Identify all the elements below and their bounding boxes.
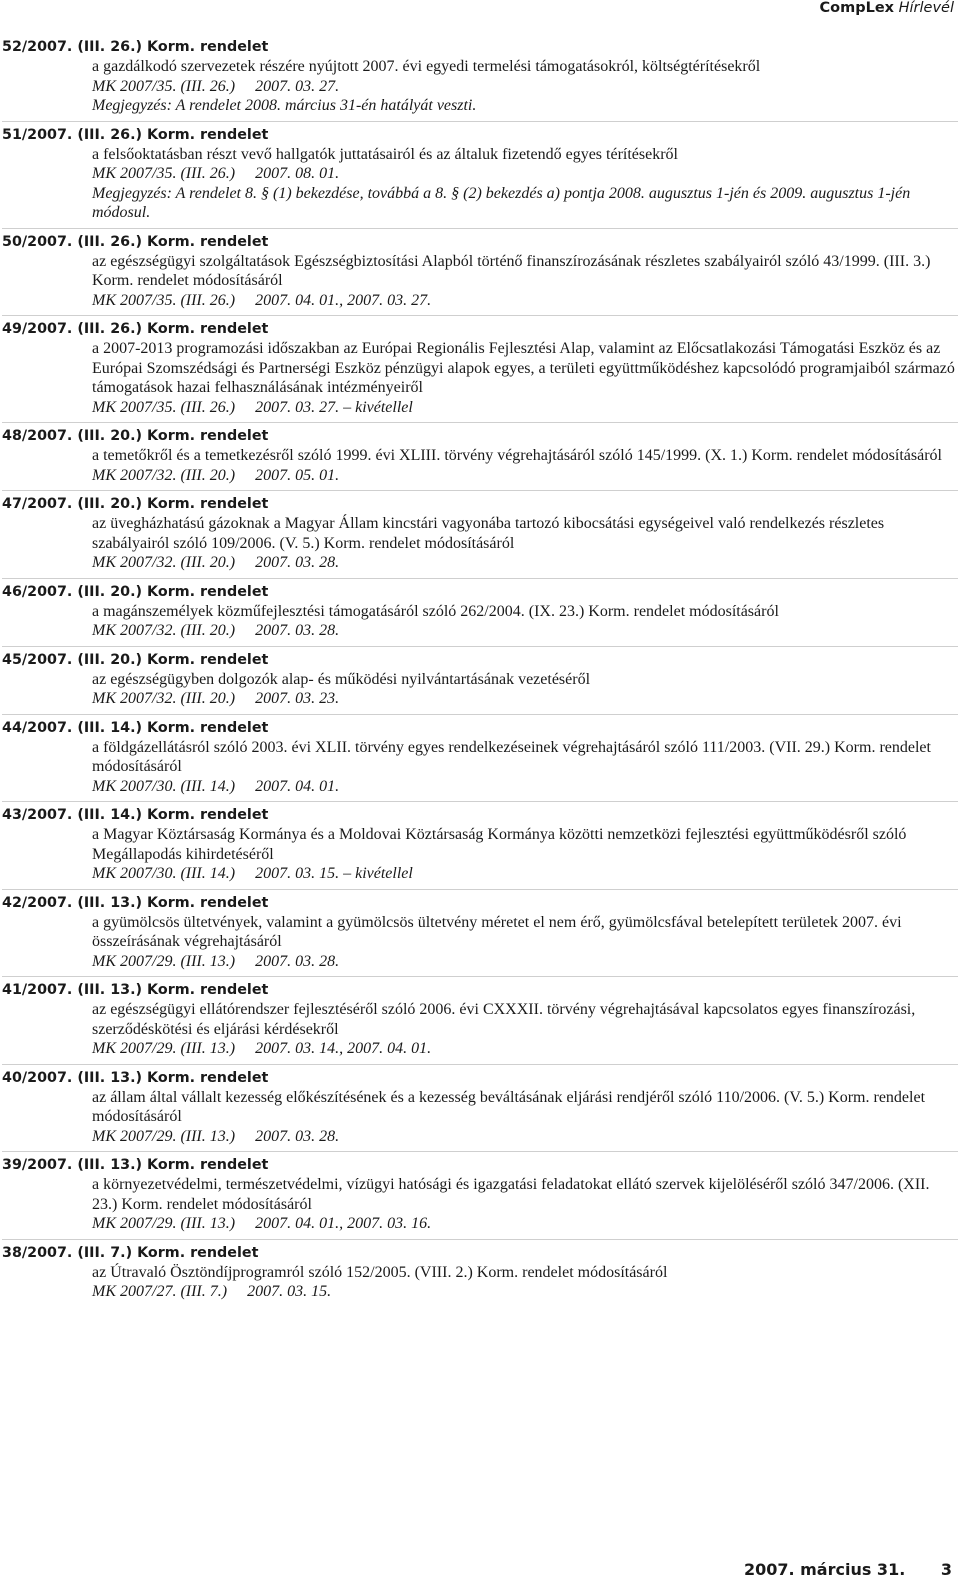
entry-divider	[2, 1151, 958, 1152]
decree-description: az Útravaló Ösztöndíjprogramról szóló 152/2005. (VIII. 2.) Korm. rendelet módosításáról	[92, 1263, 668, 1281]
decree-list	[0, 38, 958, 1306]
decree-description: az egészségügyi szolgáltatások Egészségbiztosítási Alapból történő finanszírozásának részletes szabályairól szóló 43/1999. (III. 3.) Korm. rendelet módosításáról	[92, 252, 931, 289]
gazette-reference: MK 2007/32. (III. 20.) 2007. 03. 23.	[92, 690, 340, 707]
gazette-reference: MK 2007/35. (III. 26.) 2007. 04. 01., 2007. 03. 27.	[92, 291, 432, 309]
decree-entry	[0, 1244, 958, 1302]
gazette-reference: MK 2007/30. (III. 14.) 2007. 03. 15. – kivétellel	[92, 865, 413, 882]
page-footer	[744, 1560, 952, 1579]
decree-body	[0, 602, 958, 641]
decree-body	[0, 1088, 958, 1147]
entry-divider	[2, 490, 958, 491]
decree-body	[0, 738, 958, 797]
decree-entry	[0, 981, 958, 1065]
gazette-reference: MK 2007/29. (III. 13.) 2007. 03. 28.	[92, 1127, 340, 1145]
decree-title: 42/2007. (III. 13.) Korm. rendelet	[2, 894, 269, 911]
decree-description: a 2007-2013 programozási időszakban az Európai Regionális Fejlesztési Alap, valamint az Előcsatlakozási Támogatási Eszköz és az Európai Szomszédsági és Partnerségi Eszköz pénzügyi alapok egyes, a területi együttműködéshez kapcsolódó programjaiból származó támogatások hazai felhasználásának intézményeiről	[92, 340, 955, 396]
gazette-reference: MK 2007/35. (III. 26.) 2007. 03. 27. – kivétellel	[92, 398, 413, 416]
newsletter-label: Hírlevél	[898, 0, 954, 16]
decree-body	[0, 57, 958, 116]
decree-entry	[0, 583, 958, 647]
decree-entry	[0, 894, 958, 978]
decree-title: 48/2007. (III. 20.) Korm. rendelet	[2, 428, 269, 444]
decree-body	[0, 1000, 958, 1059]
decree-note: Megjegyzés: A rendelet 2008. március 31-én hatályát veszti.	[92, 97, 477, 114]
decree-title: 51/2007. (III. 26.) Korm. rendelet	[2, 126, 269, 143]
entry-divider	[2, 976, 958, 977]
page-header	[819, 0, 954, 16]
decree-note: Megjegyzés: A rendelet 8. § (1) bekezdése, továbbá a 8. § (2) bekezdés a) pontja 2008. augusztus 1-jén és 2009. augusztus 1-jén módosul.	[92, 184, 911, 221]
decree-description: az egészségügyben dolgozók alap- és működési nyilvántartásának vezetéséről	[92, 670, 591, 688]
decree-title: 50/2007. (III. 26.) Korm. rendelet	[2, 233, 269, 250]
decree-title: 41/2007. (III. 13.) Korm. rendelet	[2, 982, 269, 998]
entry-divider	[2, 422, 958, 423]
decree-body	[0, 670, 958, 709]
decree-title: 39/2007. (III. 13.) Korm. rendelet	[2, 1157, 269, 1173]
decree-title: 45/2007. (III. 20.) Korm. rendelet	[2, 651, 269, 668]
decree-title: 40/2007. (III. 13.) Korm. rendelet	[2, 1069, 269, 1086]
gazette-reference: MK 2007/32. (III. 20.) 2007. 05. 01.	[92, 466, 340, 484]
decree-title: 43/2007. (III. 14.) Korm. rendelet	[2, 807, 269, 823]
entry-divider	[2, 714, 958, 715]
decree-entry	[0, 1156, 958, 1240]
decree-entry	[0, 233, 958, 317]
decree-title: 47/2007. (III. 20.) Korm. rendelet	[2, 496, 269, 512]
decree-title: 49/2007. (III. 26.) Korm. rendelet	[2, 321, 269, 337]
decree-description: a gazdálkodó szervezetek részére nyújtott 2007. évi egyedi termelési támogatásokról, költségtérítésekről	[92, 58, 761, 75]
page-number: 3	[940, 1560, 952, 1579]
entry-divider	[2, 1064, 958, 1065]
decree-description: az üvegházhatású gázoknak a Magyar Állam kincstári vagyonába tartozó kibocsátási egységeivel való rendelkezés részletes szabályairól szóló 109/2006. (V. 5.) Korm. rendelet módosításáról	[92, 515, 885, 552]
decree-title: 52/2007. (III. 26.) Korm. rendelet	[2, 39, 269, 55]
issue-date: 2007. március 31.	[743, 1560, 906, 1579]
decree-description: a magánszemélyek közműfejlesztési támogatásáról szóló 262/2004. (IX. 23.) Korm. rendelet módosításáról	[92, 602, 779, 620]
decree-entry	[0, 806, 958, 890]
entry-divider	[2, 121, 958, 122]
gazette-reference: MK 2007/29. (III. 13.) 2007. 04. 01., 2007. 03. 16.	[92, 1215, 432, 1232]
decree-entry	[0, 1069, 958, 1153]
decree-body	[0, 514, 958, 573]
decree-description: a környezetvédelmi, természetvédelmi, vízügyi hatósági és igazgatási feladatokat ellátó szervek kijelöléséről szóló 347/2006. (XII. 23.) Korm. rendelet módosításáról	[92, 1176, 930, 1213]
decree-description: az állam által vállalt kezesség előkészítésének és a kezesség beváltásának eljárási rendjéről szóló 110/2006. (V. 5.) Korm. rendelet módosításáról	[92, 1088, 926, 1125]
entry-divider	[2, 315, 958, 316]
decree-body	[0, 339, 958, 417]
gazette-reference: MK 2007/35. (III. 26.) 2007. 08. 01.	[92, 165, 340, 182]
decree-entry	[0, 126, 958, 229]
decree-entry	[0, 495, 958, 579]
decree-entry	[0, 651, 958, 715]
decree-body	[0, 825, 958, 884]
brand-name: CompLex	[819, 0, 895, 16]
decree-body	[0, 1175, 958, 1234]
gazette-reference: MK 2007/29. (III. 13.) 2007. 03. 28.	[92, 952, 340, 970]
decree-entry	[0, 38, 958, 122]
entry-divider	[2, 228, 958, 229]
decree-description: a földgázellátásról szóló 2003. évi XLII. törvény egyes rendelkezéseinek végrehajtásáról szóló 111/2003. (VII. 29.) Korm. rendelet módosításáról	[92, 738, 931, 775]
decree-entry	[0, 427, 958, 491]
decree-body	[0, 446, 958, 485]
entry-divider	[2, 578, 958, 579]
decree-body	[0, 913, 958, 972]
gazette-reference: MK 2007/32. (III. 20.) 2007. 03. 28.	[92, 554, 340, 571]
decree-body	[0, 252, 958, 311]
entry-divider	[2, 801, 958, 802]
gazette-reference: MK 2007/32. (III. 20.) 2007. 03. 28.	[92, 622, 340, 639]
decree-title: 46/2007. (III. 20.) Korm. rendelet	[2, 583, 269, 600]
gazette-reference: MK 2007/27. (III. 7.) 2007. 03. 15.	[92, 1283, 332, 1300]
decree-description: a gyümölcsös ültetvények, valamint a gyümölcsös ültetvény méretet el nem érő, gyümölcsfával betelepített területek 2007. évi összeírásának végrehajtásáról	[92, 913, 902, 950]
entry-divider	[2, 1239, 958, 1240]
decree-title: 44/2007. (III. 14.) Korm. rendelet	[2, 719, 269, 736]
decree-body	[0, 1263, 958, 1302]
decree-body	[0, 145, 958, 223]
decree-description: a felsőoktatásban részt vevő hallgatók juttatásairól és az általuk fizetendő egyes térítésekről	[92, 145, 678, 163]
entry-divider	[2, 889, 958, 890]
gazette-reference: MK 2007/29. (III. 13.) 2007. 03. 14., 2007. 04. 01.	[92, 1040, 432, 1057]
entry-divider	[2, 646, 958, 647]
gazette-reference: MK 2007/30. (III. 14.) 2007. 04. 01.	[92, 777, 340, 795]
decree-description: a Magyar Köztársaság Kormánya és a Moldovai Köztársaság Kormánya közötti nemzetközi fejlesztési együttműködésről szóló Megállapodás kihirdetéséről	[92, 826, 907, 863]
decree-entry	[0, 320, 958, 423]
decree-description: az egészségügyi ellátórendszer fejlesztéséről szóló 2006. évi CXXXII. törvény végrehajtásával kapcsolatos egyes finanszírozási, szerződéskötési és eljárási kérdésekről	[92, 1001, 916, 1038]
gazette-reference: MK 2007/35. (III. 26.) 2007. 03. 27.	[92, 77, 340, 95]
decree-title: 38/2007. (III. 7.) Korm. rendelet	[2, 1244, 259, 1261]
decree-entry	[0, 719, 958, 803]
decree-description: a temetőkről és a temetkezésről szóló 1999. évi XLIII. törvény végrehajtásáról szóló 145/1999. (X. 1.) Korm. rendelet módosításáról	[92, 447, 942, 464]
